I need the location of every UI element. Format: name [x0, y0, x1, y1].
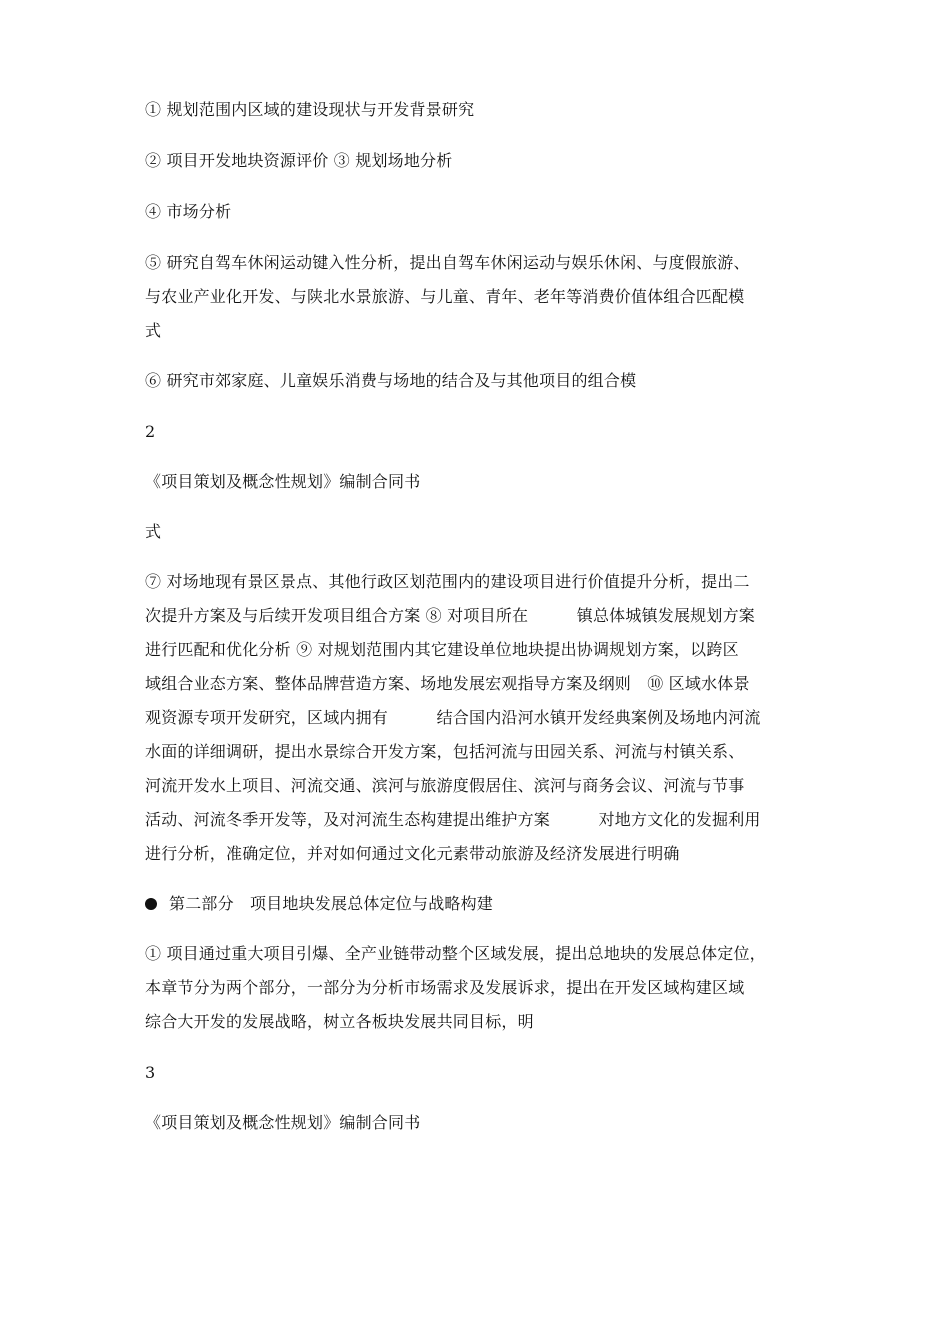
- paragraph-line-3: 进行匹配和优化分析 ⑨ 对规划范围内其它建设单位地块提出协调规划方案，以跨区: [145, 640, 739, 659]
- page-number: 2: [145, 422, 156, 441]
- document-title-footer: 《项目策划及概念性规划》编制合同书: [145, 472, 421, 491]
- list-item-2-3: ② 项目开发地块资源评价 ③ 规划场地分析: [145, 151, 453, 170]
- list-item-5-line-2: 与农业产业化开发、与陕北水景旅游、与儿童、青年、老年等消费价值体组合匹配模: [145, 287, 745, 306]
- list-item-6: ⑥ 研究市郊家庭、儿童娱乐消费与场地的结合及与其他项目的组合模: [145, 371, 637, 390]
- list-item-5-line-3: 式: [145, 321, 162, 340]
- paragraph-line-5: 观资源专项开发研究，区域内拥有 结合国内沿河水镇开发经典案例及场地内河流: [145, 708, 761, 727]
- section-heading-text: 第二部分 项目地块发展总体定位与战略构建: [169, 894, 494, 913]
- page-number: 3: [145, 1063, 156, 1082]
- continuation-text: 式: [145, 522, 162, 541]
- part2-line-3: 综合大开发的发展战略，树立各板块发展共同目标，明: [145, 1012, 534, 1031]
- paragraph-line-7: 河流开发水上项目、河流交通、滨河与旅游度假居住、滨河与商务会议、河流与节事: [145, 776, 745, 795]
- paragraph-line-4: 域组合业态方案、整体品牌营造方案、场地发展宏观指导方案及纲则 ⑩ 区域水体景: [145, 674, 750, 693]
- paragraph-line-9: 进行分析，准确定位，并对如何通过文化元素带动旅游及经济发展进行明确: [145, 844, 680, 863]
- paragraph-line-2: 次提升方案及与后续开发项目组合方案 ⑧ 对项目所在 镇总体城镇发展规划方案: [145, 606, 755, 625]
- list-item-1: ① 规划范围内区域的建设现状与开发背景研究: [145, 100, 475, 119]
- paragraph-line-6: 水面的详细调研，提出水景综合开发方案，包括河流与田园关系、河流与村镇关系、: [145, 742, 745, 761]
- document-title-footer: 《项目策划及概念性规划》编制合同书: [145, 1113, 421, 1132]
- paragraph-line-8: 活动、河流冬季开发等，及对河流生态构建提出维护方案 对地方文化的发掘利用: [145, 810, 761, 829]
- part2-line-1: ① 项目通过重大项目引爆、全产业链带动整个区域发展，提出总地块的发展总体定位，: [145, 944, 766, 963]
- bullet-icon: [145, 898, 157, 910]
- list-item-4: ④ 市场分析: [145, 202, 232, 221]
- section-heading: [145, 894, 493, 914]
- part2-line-2: 本章节分为两个部分，一部分为分析市场需求及发展诉求，提出在开发区域构建区域: [145, 978, 745, 997]
- paragraph-line-1: ⑦ 对场地现有景区景点、其他行政区划范围内的建设项目进行价值提升分析，提出二: [145, 572, 750, 591]
- list-item-5-line-1: ⑤ 研究自驾车休闲运动键入性分析，提出自驾车休闲运动与娱乐休闲、与度假旅游、: [145, 253, 750, 272]
